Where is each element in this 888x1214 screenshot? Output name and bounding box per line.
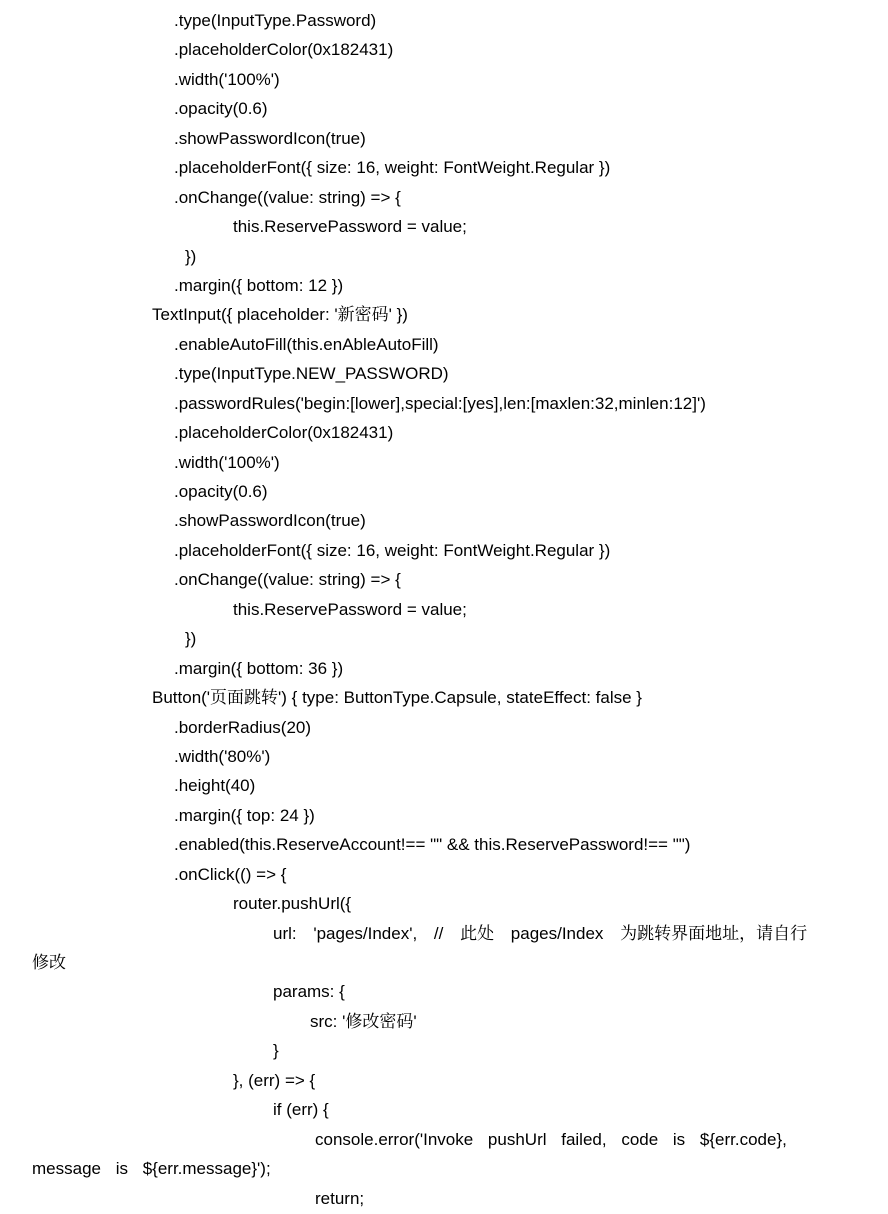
code-line: if (err) { [273, 1100, 329, 1120]
code-line: .showPasswordIcon(true) [174, 511, 366, 531]
code-line: .opacity(0.6) [174, 482, 268, 501]
code-line: .height(40) [174, 776, 256, 796]
code-line: .enableAutoFill(this.enAbleAutoFill) [174, 334, 439, 354]
code-line: .borderRadius(20) [174, 717, 312, 737]
code-line: this.ReservePassword = value; [233, 217, 467, 237]
code-line: .onChange((value: string) => { [174, 187, 401, 207]
code-line: .enabled(this.ReserveAccount!== "" && this.ReservePassword!== "") [174, 835, 691, 855]
code-line: .margin({ bottom: 36 }) [174, 658, 344, 678]
code-line: .width('100%') [174, 69, 280, 89]
code-line: .width('80%') [174, 746, 271, 766]
code-line: this.ReservePassword = value; [233, 599, 467, 619]
code-line: }) [185, 629, 197, 649]
code-line: }) [185, 246, 197, 266]
code-line: .onChange((value: string) => { [174, 570, 401, 590]
code-line: .placeholderFont({ size: 16, weight: FontWeight.Regular }) [174, 158, 611, 178]
code-line: src: '修改密码' [310, 1011, 417, 1031]
code-line: TextInput({ placeholder: '新密码' }) [152, 305, 408, 325]
code-line: .margin({ top: 24 }) [174, 805, 315, 825]
code-line: .margin({ bottom: 12 }) [174, 275, 344, 295]
code-line: .type(InputType.Password) [174, 11, 377, 30]
code-line: .onClick(() => { [174, 864, 287, 884]
code-line: params: { [273, 982, 345, 1002]
code-line: .placeholderFont({ size: 16, weight: FontWeight.Regular }) [174, 540, 611, 560]
code-line: .opacity(0.6) [174, 99, 268, 119]
code-line: Button('页面跳转') { type: ButtonType.Capsule, stateEffect: false } [152, 688, 642, 708]
code-line: url: 'pages/Index', // 此处 pages/Index 为跳转界面地址，请自行 [273, 923, 808, 943]
code-line: .placeholderColor(0x182431) [174, 423, 394, 443]
code-line: message is ${err.message}'); [32, 1159, 271, 1179]
code-line: .width('100%') [174, 452, 280, 472]
code-line: 修改 [32, 953, 66, 972]
code-line: .placeholderColor(0x182431) [174, 40, 394, 60]
code-line: console.error('Invoke pushUrl failed, code is ${err.code}, [315, 1129, 787, 1149]
code-line: .type(InputType.NEW_PASSWORD) [174, 364, 449, 384]
code-line: return; [315, 1188, 365, 1208]
code-line: }, (err) => { [233, 1070, 316, 1090]
code-line: } [273, 1041, 279, 1061]
code-line: .showPasswordIcon(true) [174, 128, 366, 148]
code-line: .passwordRules('begin:[lower],special:[yes],len:[maxlen:32,minlen:12]') [174, 393, 706, 413]
code-line: router.pushUrl({ [233, 894, 352, 914]
